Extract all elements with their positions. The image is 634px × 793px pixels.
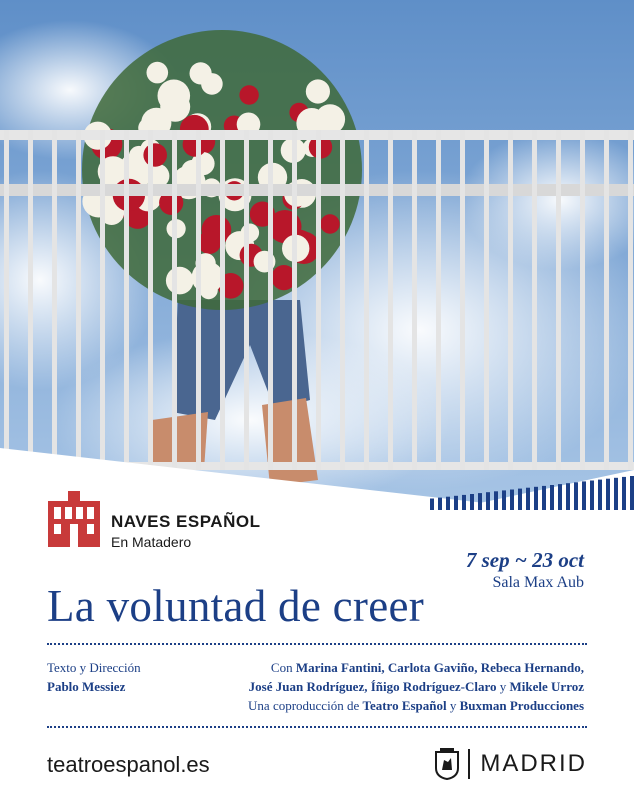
stripe <box>614 478 618 510</box>
stripe <box>470 494 474 510</box>
credit-label: Texto y Dirección <box>47 660 141 675</box>
flower <box>198 231 221 254</box>
cast-prefix: Con <box>270 660 293 675</box>
flower <box>239 85 258 104</box>
flower <box>320 214 339 233</box>
stripe <box>566 483 570 510</box>
naves-espanol-logo-icon <box>48 491 100 547</box>
stripe <box>622 477 626 510</box>
railing-bar <box>124 130 129 470</box>
dotted-divider <box>47 643 587 645</box>
coproduction-line <box>248 698 584 714</box>
railing-bar <box>316 130 321 470</box>
stripe <box>574 482 578 510</box>
play-title: La voluntad de creer <box>47 581 425 631</box>
railing-bar <box>268 130 273 470</box>
event-venue: Sala Max Aub <box>492 574 584 591</box>
madrid-logo <box>434 748 587 780</box>
madrid-crest-icon <box>434 748 460 780</box>
stripe <box>606 479 610 510</box>
flower <box>143 143 167 167</box>
stripe <box>502 490 506 510</box>
coproducer-b: Buxman Producciones <box>459 698 584 713</box>
railing-bar <box>28 130 33 470</box>
railing-bar <box>508 130 513 470</box>
stripe <box>550 485 554 510</box>
railing-bar <box>484 130 489 470</box>
cast-line-2 <box>249 679 584 695</box>
railing-bar <box>172 130 177 470</box>
brand-block <box>111 512 260 550</box>
coproducer-a: Teatro Español <box>362 698 447 713</box>
stripe <box>478 493 482 510</box>
railing-bar <box>604 130 609 470</box>
railing-bar <box>244 130 249 470</box>
railing-bar <box>4 130 9 470</box>
railing-bar <box>580 130 585 470</box>
railing-bar <box>460 130 465 470</box>
flower <box>201 73 223 95</box>
flower <box>200 281 218 299</box>
stripe <box>558 484 562 510</box>
flower <box>166 267 194 295</box>
brand-name: NAVES ESPAÑOL <box>111 512 261 531</box>
railing-bar <box>388 130 393 470</box>
stripe <box>494 491 498 510</box>
railing-bar <box>220 130 225 470</box>
stripe <box>598 480 602 510</box>
director-name: Pablo Messiez <box>47 679 126 694</box>
stripe <box>526 488 530 510</box>
dotted-divider-bottom <box>47 726 587 728</box>
flower <box>147 62 169 84</box>
stripe <box>534 487 538 510</box>
railing-bar <box>556 130 561 470</box>
stripe <box>454 496 458 510</box>
railing-bar <box>100 130 105 470</box>
railing-bar <box>628 130 633 470</box>
stripe <box>510 490 514 511</box>
flower <box>241 224 259 242</box>
railing-bar <box>532 130 537 470</box>
railing-bar <box>76 130 81 470</box>
stripe <box>590 481 594 511</box>
stripe <box>582 481 586 510</box>
railing-bar <box>412 130 417 470</box>
stripe <box>542 486 546 510</box>
cast-line-1 <box>271 660 584 676</box>
railing-bar <box>196 130 201 470</box>
cast-names-2a: José Juan Rodríguez, Íñigo Rodríguez-Claro <box>248 679 497 694</box>
madrid-separator <box>468 749 470 779</box>
railing-bar <box>340 130 345 470</box>
flower <box>306 79 330 103</box>
railing-bar <box>436 130 441 470</box>
stripe <box>630 476 634 510</box>
railing-bar <box>52 130 57 470</box>
stripe <box>462 495 466 510</box>
cast-names-2b: Mikele Urroz <box>509 679 584 694</box>
madrid-wordmark: MADRID <box>480 750 587 777</box>
coproduction-and: y <box>449 698 457 713</box>
stripe <box>518 489 522 510</box>
cast-and: y <box>499 679 507 694</box>
stripe <box>430 499 434 511</box>
stripe <box>486 492 490 510</box>
decorative-stripes <box>430 476 634 510</box>
stripe <box>438 498 442 510</box>
railing-bar <box>364 130 369 470</box>
stripe <box>446 497 450 510</box>
cast-names-1: Marina Fantini, Carlota Gaviño, Rebeca Hernando, <box>295 660 584 675</box>
brand-subtitle: En Matadero <box>111 534 192 550</box>
coproduction-prefix: Una coproducción de <box>248 698 360 713</box>
flower <box>160 92 190 122</box>
railing-bar <box>292 130 297 470</box>
event-dates: 7 sep ~ 23 oct <box>465 548 584 572</box>
railing-bar <box>148 130 153 470</box>
website-link[interactable]: teatroespanol.es <box>47 752 210 777</box>
